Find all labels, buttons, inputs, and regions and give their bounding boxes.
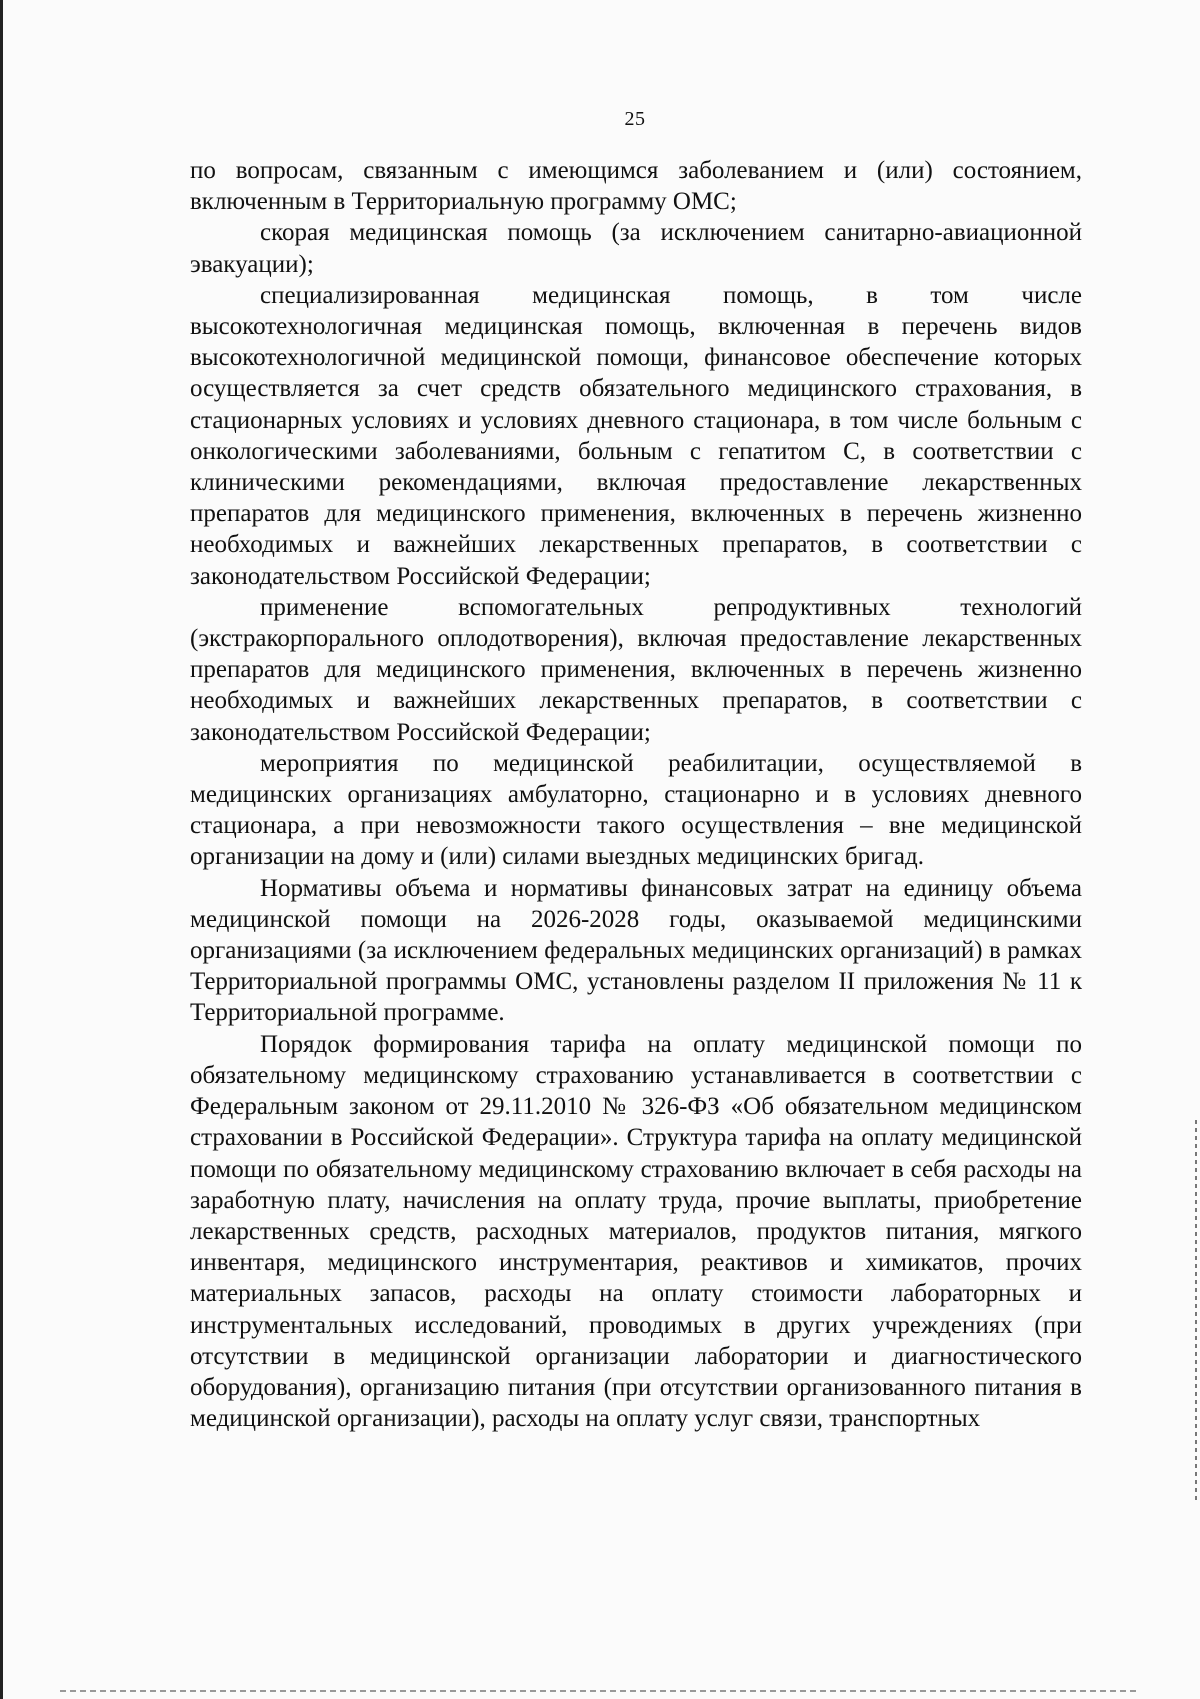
paragraph-specialized-care: специализированная медицинская помощь, в том числе высокотехнологичная медицинская помощь, включенная в перечень видов высокотехнологичной медицинской помощи, финансовое обеспечение которых осуществляется за счет средств обязательного медицинского страхования, в стационарных условиях и условиях дневного стационара, в том числе больным с онкологическими заболеваниями, больным с гепатитом С, в соответствии с клиническими рекомендациями, включая предоставление лекарственных препаратов для медицинского применения, включенных в перечень жизненно необходимых и важнейших лекарственных препаратов, в соответствии с законодательством Российской Федерации;: [190, 281, 1082, 590]
paragraph-reproductive-technologies: применение вспомогательных репродуктивных технологий (экстракорпорального оплодотворения), включая предоставление лекарственных препаратов для медицинского применения, включенных в перечень жизненно необходимых и важнейших лекарственных препаратов, в соответствии с законодательством Российской Федерации;: [190, 593, 1082, 746]
paragraph-tariff-structure: Порядок формирования тарифа на оплату медицинской помощи по обязательному медицинскому страхованию устанавливается в соответствии с Федеральным законом от 29.11.2010 № 326-ФЗ «Об обязательном медицинском страховании в Российской Федерации». Структура тарифа на оплату медицинской помощи по обязательному медицинскому страхованию включает в себя расходы на заработную плату, начисления на оплату труда, прочие выплаты, приобретение лекарственных средств, расходных материалов, продуктов питания, мягкого инвентаря, медицинского инструментария, реактивов и химикатов, прочих материальных запасов, расходы на оплату стоимости лабораторных и инструментальных исследований, проводимых в других учреждениях (при отсутствии в медицинской организации лаборатории и диагностического оборудования), организацию питания (при отсутствии организованного питания в медицинской организации), расходы на оплату услуг связи, транспортных: [190, 1030, 1082, 1433]
paragraph-continuation: по вопросам, связанным с имеющимся заболеванием и (или) состоянием, включенным в Территориальную программу ОМС;: [190, 157, 1082, 216]
page-number: 25: [624, 108, 646, 130]
paragraph-rehabilitation: мероприятия по медицинской реабилитации, осуществляемой в медицинских организациях амбулаторно, стационарно и в условиях дневного стационара, а при невозможности такого осуществления – вне медицинской организации на дому и (или) силами выездных медицинских бригад.: [190, 749, 1082, 871]
scan-right-edge: [1195, 1120, 1197, 1500]
paragraph-emergency-care: скорая медицинская помощь (за исключением санитарно-авиационной эвакуации);: [190, 219, 1082, 278]
scan-bottom-edge: [60, 1690, 1140, 1692]
scan-left-edge: [0, 0, 3, 1699]
paragraph-volume-norms: Нормативы объема и нормативы финансовых затрат на единицу объема медицинской помощи на 2026-2028 годы, оказываемой медицинскими организациями (за исключением федеральных медицинских организаций) в рамках Территориальной программы ОМС, установлены разделом II приложения № 11 к Территориальной программе.: [190, 874, 1082, 1027]
document-body: [190, 155, 1082, 1434]
